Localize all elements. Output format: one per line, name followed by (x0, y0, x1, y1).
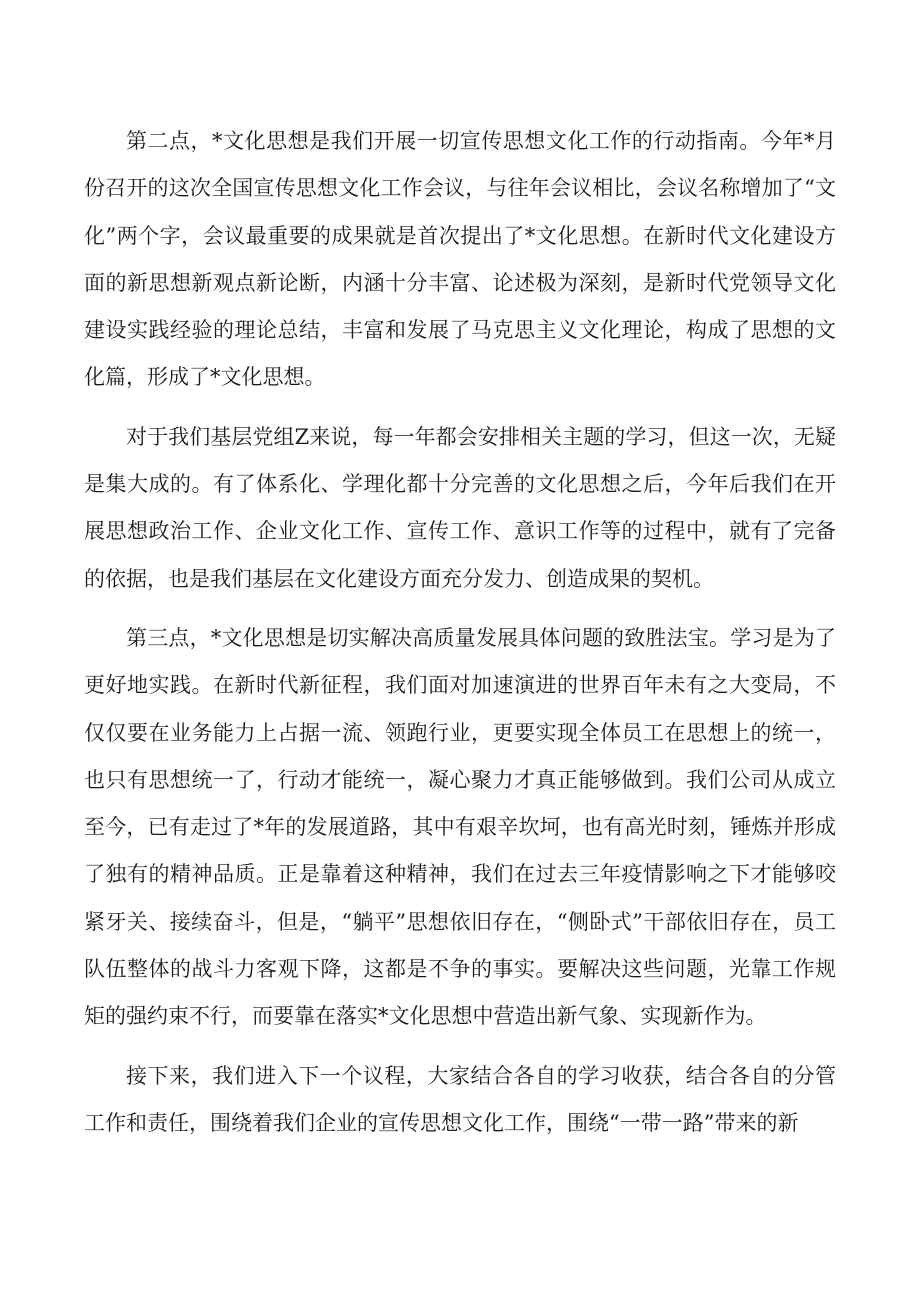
document-body (84, 118, 836, 1159)
paragraph-5: 接下来，我们进入下一个议程，大家结合各自的学习收获，结合各自的分管工作和责任，围绕着我们企业的宣传思想文化工作，围绕“一带一路”带来的新 (84, 1063, 836, 1135)
paragraph-2: 第二点，*文化思想是我们开展一切宣传思想文化工作的行动指南。今年*月份召开的这次全国宣传思想文化工作会议，与往年会议相比，会议名称增加了“文化”两个字，会议最重要的成果就是首次提出了*文化思想。在新时代文化建设方面的新思想新观点新论断，内涵十分丰富、论述极为深刻，是新时代党领导文化建设实践经验的理论总结，丰富和发展了马克思主义文化理论，构成了思想的文化篇，形成了*文化思想。 (84, 129, 836, 390)
paragraph-3: 对于我们基层党组Z来说，每一年都会安排相关主题的学习，但这一次，无疑是集大成的。有了体系化、学理化都十分完善的文化思想之后，今年后我们在开展思想政治工作、企业文化工作、宣传工作、意识工作等的过程中，就有了完备的依据，也是我们基层在文化建设方面充分发力、创造成果的契机。 (84, 424, 836, 591)
paragraph-4: 第三点，*文化思想是切实解决高质量发展具体问题的致胜法宝。学习是为了更好地实践。在新时代新征程，我们面对加速演进的世界百年未有之大变局，不仅仅要在业务能力上占据一流、领跑行业，更要实现全体员工在思想上的统一，也只有思想统一了，行动才能统一，凝心聚力才真正能够做到。我们公司从成立至今，已有走过了*年的发展道路，其中有艰辛坎坷，也有高光时刻，锤炼并形成了独有的精神品质。正是靠着这种精神，我们在过去三年疫情影响之下才能够咬紧牙关、接续奋斗，但是，“躺平”思想依旧存在，“侧卧式”干部依旧存在，员工队伍整体的战斗力客观下降，这都是不争的事实。要解决这些问题，光靠工作规矩的强约束不行，而要靠在落实*文化思想中营造出新气象、实现新作为。 (84, 625, 836, 1029)
